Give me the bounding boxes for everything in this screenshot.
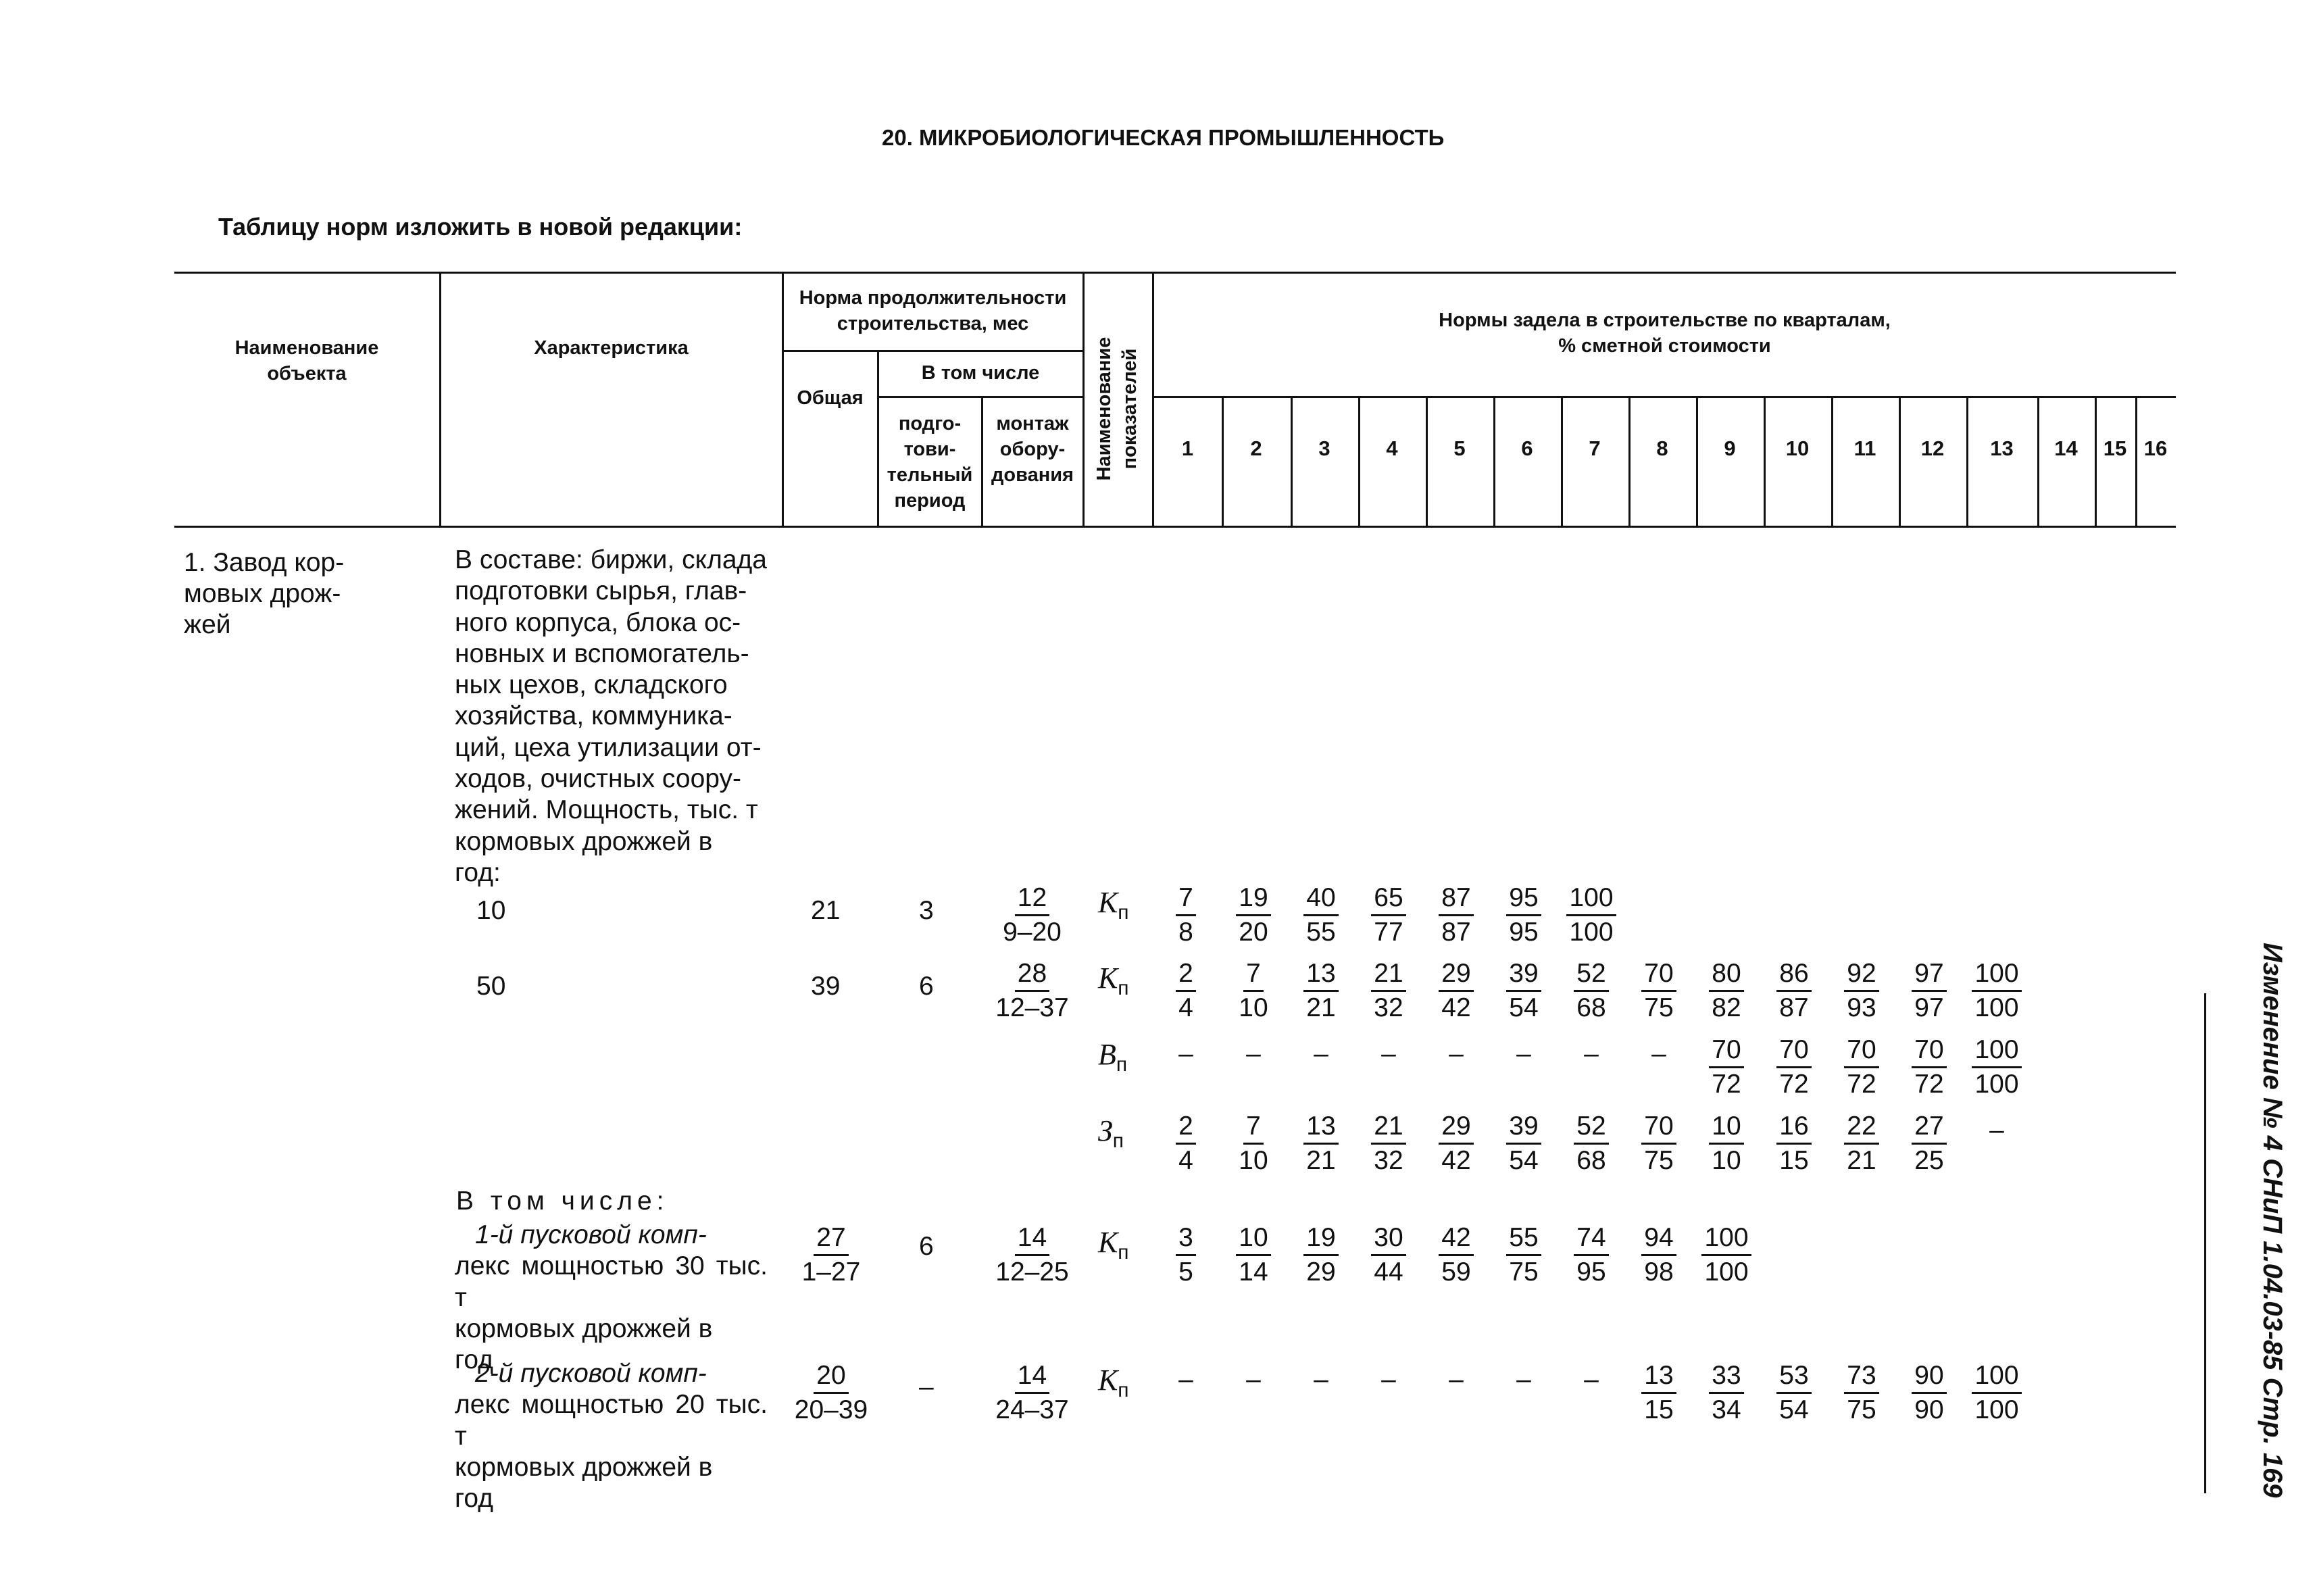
row-3-q13-value: $\frac{100}{100}$ (1960, 1034, 2034, 1101)
including-label: В том числе: (456, 1187, 669, 1216)
row-4-indicator: $З_п$ (1098, 1114, 1124, 1152)
row-4-q7-value: $\frac{52}{68}$ (1554, 1110, 1628, 1177)
header-mount: монтаж обору- дования (991, 413, 1074, 486)
quarter-col-divider (1764, 396, 1766, 527)
row-1-q3-value: $\frac{40}{55}$ (1284, 882, 1358, 949)
row-4-q9-value: $\frac{10}{10}$ (1689, 1110, 1764, 1177)
quarter-header-3: 3 (1318, 437, 1330, 460)
quarter-col-divider (1291, 396, 1293, 527)
header-object-name: Наименование объекта (234, 337, 379, 384)
row-4-q4-value: $\frac{21}{32}$ (1351, 1110, 1426, 1177)
row-4-q8-value: $\frac{70}{75}$ (1622, 1110, 1696, 1177)
quarter-header-11: 11 (1853, 437, 1876, 460)
complex-2-total: $\frac{20}{20-39}$ (794, 1361, 868, 1424)
quarter-header-8: 8 (1656, 437, 1668, 460)
capacity-10-label: 10 (476, 896, 506, 925)
row-2-q1-value: $\frac{2}{4}$ (1149, 957, 1223, 1024)
quarter-col-divider (1493, 396, 1495, 527)
quarter-col-divider (1831, 396, 1833, 527)
row-3-q7-value: – (1584, 1039, 1599, 1068)
table-top-rule (174, 272, 2176, 274)
row-3-q12-value: $\frac{70}{72}$ (1892, 1034, 1966, 1101)
capacity-50-total: 39 (811, 972, 841, 1001)
header-duration: Норма продолжительности строительства, мес (799, 287, 1067, 334)
complex-1-q8-value: $\frac{94}{98}$ (1622, 1222, 1696, 1289)
duration-rule (782, 350, 1084, 352)
row-3-q4-value: – (1381, 1039, 1396, 1068)
capacity-50-label: 50 (476, 972, 506, 1001)
complex-1-description: 1-й пусковой комп- лекс мощностью 30 тыс. т кормовых дрожжей в год (455, 1220, 768, 1375)
col-divider (1082, 272, 1085, 527)
quarter-header-12: 12 (1920, 437, 1945, 460)
row-3-q1-value: – (1178, 1039, 1193, 1068)
row-2-q5-value: $\frac{29}{42}$ (1419, 957, 1493, 1024)
complex-1-q2-value: $\frac{10}{14}$ (1216, 1222, 1291, 1289)
row-4-q3-value: $\frac{13}{21}$ (1284, 1110, 1358, 1177)
complex-2-mount: $\frac{14}{24-37}$ (995, 1361, 1069, 1424)
row-2-q3-value: $\frac{13}{21}$ (1284, 957, 1358, 1024)
quarter-header-10: 10 (1785, 437, 1810, 460)
complex-1-indicator: $К_п$ (1098, 1226, 1129, 1264)
complex-1-q6-value: $\frac{55}{75}$ (1487, 1222, 1561, 1289)
quarter-col-divider (2037, 396, 2039, 527)
capacity-10-total: 21 (811, 896, 841, 925)
complex-2-q3-value: – (1314, 1365, 1328, 1394)
row-2-q8-value: $\frac{70}{75}$ (1622, 957, 1696, 1024)
row-3-q10-value: $\frac{70}{72}$ (1757, 1034, 1831, 1101)
complex-1-q1-value: $\frac{3}{5}$ (1149, 1222, 1223, 1289)
complex-1-mount: $\frac{14}{12-25}$ (995, 1223, 1069, 1287)
row-1-q5-value: $\frac{87}{87}$ (1419, 882, 1493, 949)
header-total: Общая (797, 387, 864, 409)
row-3-indicator: $В_п$ (1098, 1038, 1128, 1076)
quarter-col-divider (1628, 396, 1631, 527)
row-3-q2-value: – (1246, 1039, 1261, 1068)
row-2-indicator: $К_п$ (1098, 962, 1129, 999)
row-4-q5-value: $\frac{29}{42}$ (1419, 1110, 1493, 1177)
row-4-q1-value: $\frac{2}{4}$ (1149, 1110, 1223, 1177)
header-indicators: Наименование показателей (1093, 336, 1141, 481)
quarter-header-13: 13 (1990, 437, 2014, 460)
quarter-col-divider (1561, 396, 1563, 527)
row-2-q12-value: $\frac{97}{97}$ (1892, 957, 1966, 1024)
complex-1-prep: 6 (919, 1232, 934, 1261)
row-3-q5-value: – (1449, 1039, 1464, 1068)
row-3-q8-value: – (1651, 1039, 1666, 1068)
complex-2-indicator: $К_п$ (1098, 1364, 1129, 1401)
complex-2-q11-value: $\frac{73}{75}$ (1824, 1360, 1899, 1426)
row-3-q11-value: $\frac{70}{72}$ (1824, 1034, 1899, 1101)
quarter-header-15: 15 (2103, 437, 2127, 460)
side-rule (2204, 993, 2206, 1493)
complex-2-q7-value: – (1584, 1365, 1599, 1394)
capacity-50-prep: 6 (919, 972, 934, 1001)
quarter-col-divider (1358, 396, 1360, 527)
row-1-q4-value: $\frac{65}{77}$ (1351, 882, 1426, 949)
complex-2-q4-value: – (1381, 1365, 1396, 1394)
page-title: 20. МИКРОБИОЛОГИЧЕСКАЯ ПРОМЫШЛЕННОСТЬ (882, 125, 1445, 150)
header-characteristic: Характеристика (534, 337, 689, 359)
quarter-col-divider (1426, 396, 1428, 527)
header-bottom-rule (174, 526, 2176, 528)
quarter-header-1: 1 (1181, 437, 1194, 460)
complex-2-q1-value: – (1178, 1365, 1193, 1394)
complex-1-q7-value: $\frac{74}{95}$ (1554, 1222, 1628, 1289)
quarter-header-4: 4 (1386, 437, 1398, 460)
row-2-q2-value: $\frac{7}{10}$ (1239, 959, 1268, 1022)
quarter-col-divider (1696, 396, 1698, 527)
complex-2-q6-value: – (1516, 1365, 1531, 1394)
quarter-col-divider (1899, 396, 1901, 527)
row-2-q13-value: $\frac{100}{100}$ (1960, 957, 2034, 1024)
col-divider (439, 272, 441, 527)
complex-2-q2-value: – (1246, 1365, 1261, 1394)
row-1-q7-value: $\frac{100}{100}$ (1554, 882, 1628, 949)
complex-2-q10-value: $\frac{53}{54}$ (1757, 1360, 1831, 1426)
row-2-q9-value: $\frac{80}{82}$ (1689, 957, 1764, 1024)
object-name: 1. Завод кор- мовых дрож- жей (184, 548, 345, 639)
complex-1-q3-value: $\frac{19}{29}$ (1284, 1222, 1358, 1289)
row-3-q9-value: $\frac{70}{72}$ (1689, 1034, 1764, 1101)
row-1-q1-value: $\frac{7}{8}$ (1149, 882, 1223, 949)
row-4-q6-value: $\frac{39}{54}$ (1487, 1110, 1561, 1177)
row-4-q13-value: – (1989, 1116, 2004, 1145)
quarter-header-9: 9 (1724, 437, 1736, 460)
capacity-10-mount: $\frac{12}{9-20}$ (1003, 883, 1062, 947)
row-4-q10-value: $\frac{16}{15}$ (1757, 1110, 1831, 1177)
quarter-header-2: 2 (1250, 437, 1262, 460)
quarter-col-divider (1966, 396, 1968, 527)
row-4-q2-value: $\frac{7}{10}$ (1239, 1112, 1268, 1175)
quarter-header-14: 14 (2054, 437, 2078, 460)
complex-2-q5-value: – (1449, 1365, 1464, 1394)
row-3-q3-value: – (1314, 1039, 1328, 1068)
row-2-q4-value: $\frac{21}{32}$ (1351, 957, 1426, 1024)
complex-2-q13-value: $\frac{100}{100}$ (1960, 1360, 2034, 1426)
side-note: Изменение № 4 СНиП 1.04.03-85 Стр. 169 (2258, 943, 2287, 1498)
quarter-col-divider (2135, 396, 2137, 527)
header-prep: подго- тови- тельный период (887, 413, 973, 512)
header-backlog: Нормы задела в строительстве по кварталам, % сметной стоимости (1439, 309, 1891, 357)
row-1-indicator: $К_п$ (1098, 886, 1129, 924)
intro-text: Таблицу норм изложить в новой редакции: (218, 213, 743, 241)
row-2-q10-value: $\frac{86}{87}$ (1757, 957, 1831, 1024)
row-1-q2-value: $\frac{19}{20}$ (1216, 882, 1291, 949)
complex-2-q8-value: $\frac{13}{15}$ (1622, 1360, 1696, 1426)
complex-2-q12-value: $\frac{90}{90}$ (1892, 1360, 1966, 1426)
quarter-col-divider (1222, 396, 1224, 527)
capacity-50-mount: $\frac{28}{12-37}$ (995, 959, 1069, 1022)
row-2-q7-value: $\frac{52}{68}$ (1554, 957, 1628, 1024)
object-composition: В составе: биржи, склада подготовки сырья, глав- ного корпуса, блока ос- новных и вспомогатель- ных цехов, складского хозяйства, коммуника- ций, цеха утилизации от- ходов, очистных соору- жений. Мощность, тыс. т кормовых дрожжей в год: (455, 545, 767, 887)
quarter-header-16: 16 (2143, 437, 2168, 460)
complex-1-q4-value: $\frac{30}{44}$ (1351, 1222, 1426, 1289)
quarter-col-divider (2095, 396, 2097, 527)
complex-1-total: $\frac{27}{1-27}$ (801, 1223, 861, 1287)
complex-2-q9-value: $\frac{33}{34}$ (1689, 1360, 1764, 1426)
quarters-rule (1153, 396, 2176, 398)
row-4-q12-value: $\frac{27}{25}$ (1892, 1110, 1966, 1177)
header-including: В том числе (921, 362, 1040, 384)
row-1-q6-value: $\frac{95}{95}$ (1487, 882, 1561, 949)
row-2-q6-value: $\frac{39}{54}$ (1487, 957, 1561, 1024)
quarter-header-7: 7 (1589, 437, 1601, 460)
complex-1-q5-value: $\frac{42}{59}$ (1419, 1222, 1493, 1289)
complex-2-description: 2-й пусковой комп- лекс мощностью 20 тыс. т кормовых дрожжей в год (455, 1359, 768, 1514)
complex-1-q9-value: $\frac{100}{100}$ (1689, 1222, 1764, 1289)
capacity-10-prep: 3 (919, 896, 934, 925)
complex-2-prep: – (919, 1372, 934, 1401)
row-2-q11-value: $\frac{92}{93}$ (1824, 957, 1899, 1024)
row-3-q6-value: – (1516, 1039, 1531, 1068)
quarter-header-5: 5 (1453, 437, 1466, 460)
row-4-q11-value: $\frac{22}{21}$ (1824, 1110, 1899, 1177)
quarter-header-6: 6 (1521, 437, 1533, 460)
